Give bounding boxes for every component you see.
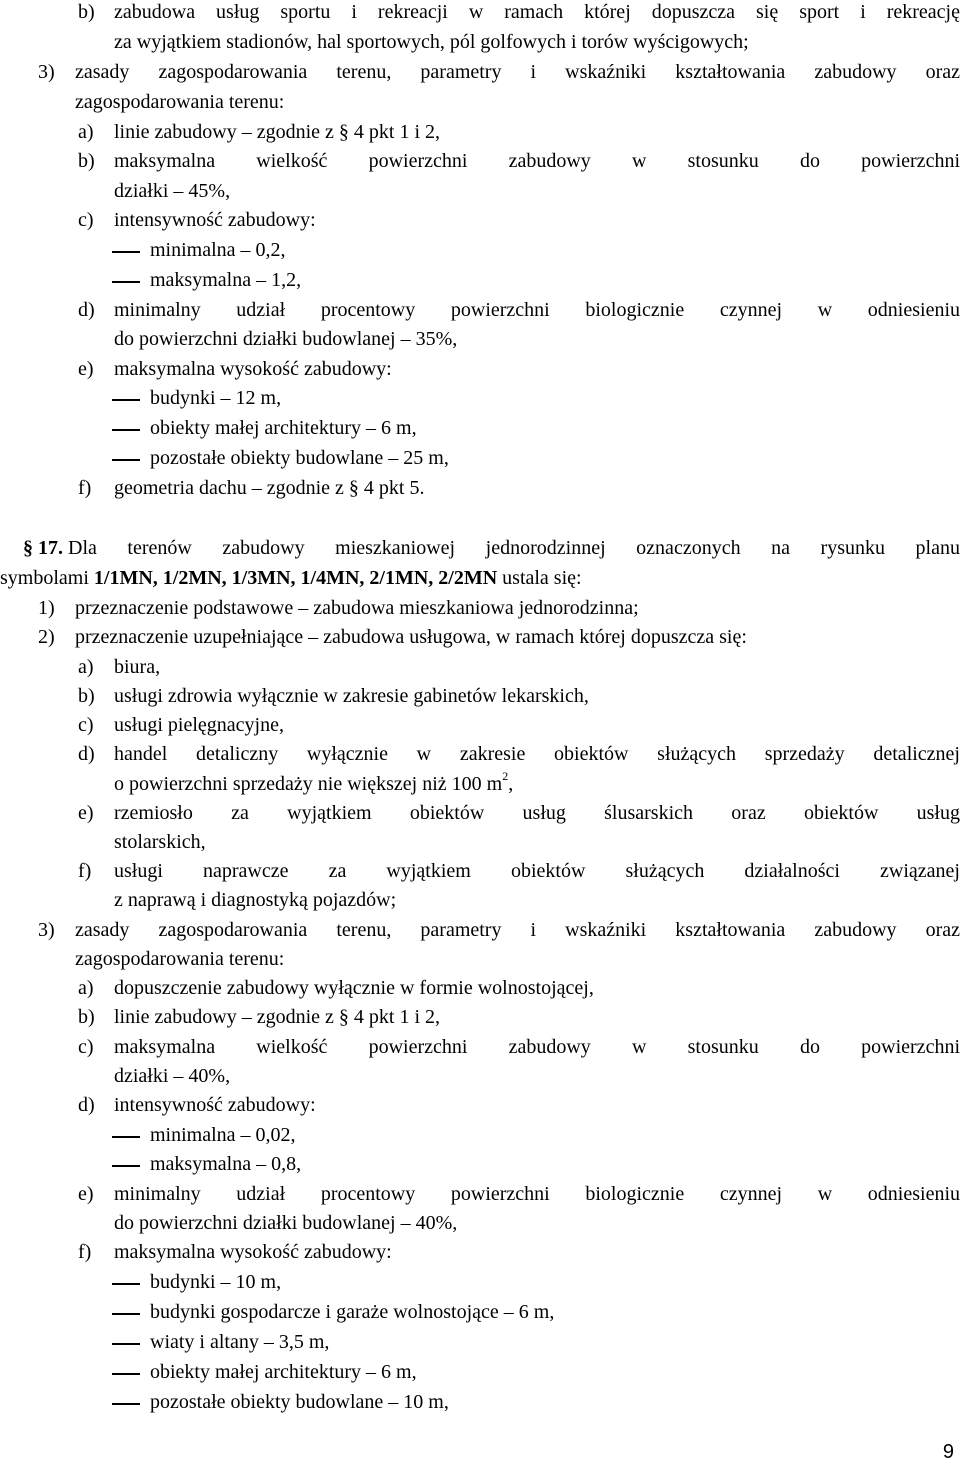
item-text: do powierzchni działki budowlanej – 35%,: [114, 328, 458, 350]
item-text: intensywność zabudowy:: [114, 209, 316, 231]
item-text: za wyjątkiem stadionów, hal sportowych, pól golfowych i torów wyścigowych;: [114, 31, 749, 53]
item-text: usługi zdrowia wyłącznie w zakresie gabinetów lekarskich,: [114, 685, 589, 707]
dash-bullet: [112, 251, 140, 253]
list-label: a): [78, 121, 94, 143]
list-label: e): [78, 802, 94, 824]
point-label: 3): [38, 919, 55, 941]
item-text: maksymalna wysokość zabudowy:: [114, 358, 392, 380]
sub-item: budynki – 10 m,: [150, 1271, 282, 1293]
dash-bullet: [112, 399, 140, 401]
dash-bullet: [112, 459, 140, 461]
list-label: a): [78, 656, 94, 678]
dash-bullet: [112, 1343, 140, 1345]
item-text: usługi naprawcze za wyjątkiem obiektów służących działalności związanej: [114, 860, 960, 882]
item-text: o powierzchni sprzedaży nie większej niż 100 $m^2$,: [114, 769, 514, 795]
list-label: d): [78, 1094, 95, 1116]
item-text: dopuszczenie zabudowy wyłącznie w formie wolnostojącej,: [114, 977, 594, 999]
list-label: f): [78, 860, 92, 882]
dash-bullet: [112, 1403, 140, 1405]
item-text: z naprawą i diagnostyką pojazdów;: [114, 889, 397, 911]
list-label: f): [78, 1241, 92, 1263]
item-text: handel detaliczny wyłącznie w zakresie obiektów służących sprzedaży detalicznej: [114, 743, 960, 765]
list-label: d): [78, 743, 95, 765]
item-text: maksymalna wielkość powierzchni zabudowy w stosunku do powierzchni: [114, 1036, 960, 1058]
paragraph-intro: Dla terenów zabudowy mieszkaniowej jednorodzinnej oznaczonych na rysunku planu: [68, 537, 960, 559]
dash-bullet: [112, 281, 140, 283]
list-label: f): [78, 477, 92, 499]
item-text: działki – 45%,: [114, 180, 231, 202]
item-text: działki – 40%,: [114, 1065, 231, 1087]
sub-item: maksymalna – 1,2,: [150, 269, 302, 291]
point-text: przeznaczenie podstawowe – zabudowa mieszkaniowa jednorodzinna;: [75, 597, 639, 619]
page-number: 9: [942, 1441, 954, 1463]
dash-bullet: [112, 1283, 140, 1285]
item-text: minimalny udział procentowy powierzchni biologicznie czynnej w odniesieniu: [114, 1183, 960, 1205]
item-text: stolarskich,: [114, 831, 206, 853]
plan-symbols: 1/1MN, 1/2MN, 1/3MN, 1/4MN, 2/1MN, 2/2MN: [93, 567, 498, 589]
sub-item: budynki – 12 m,: [150, 387, 282, 409]
list-label: a): [78, 977, 94, 999]
item-text: do powierzchni działki budowlanej – 40%,: [114, 1212, 458, 1234]
dash-bullet: [112, 1373, 140, 1375]
sub-item: pozostałe obiekty budowlane – 10 m,: [150, 1391, 449, 1413]
item-text: linie zabudowy – zgodnie z § 4 pkt 1 i 2,: [114, 121, 441, 143]
list-label: e): [78, 358, 94, 380]
point-text: przeznaczenie uzupełniające – zabudowa usługowa, w ramach której dopuszcza się:: [75, 626, 747, 648]
item-text: linie zabudowy – zgodnie z § 4 pkt 1 i 2,: [114, 1006, 441, 1028]
superscript: 2: [502, 769, 509, 784]
list-label: b): [78, 150, 95, 172]
list-label: d): [78, 299, 95, 321]
point-text: zasady zagospodarowania terenu, parametry i wskaźniki kształtowania zabudowy oraz: [75, 61, 960, 83]
point-label: 2): [38, 626, 55, 648]
dash-bullet: [112, 429, 140, 431]
dash-bullet: [112, 1165, 140, 1167]
point-text: zagospodarowania terenu:: [75, 91, 285, 113]
point-label: 3): [38, 61, 55, 83]
sub-item: minimalna – 0,02,: [150, 1124, 296, 1146]
list-label: b): [78, 1006, 95, 1028]
list-label: b): [78, 685, 95, 707]
sub-item: obiekty małej architektury – 6 m,: [150, 417, 417, 439]
point-text: zasady zagospodarowania terenu, parametry i wskaźniki kształtowania zabudowy oraz: [75, 919, 960, 941]
item-text: minimalny udział procentowy powierzchni biologicznie czynnej w odniesieniu: [114, 299, 960, 321]
item-text: zabudowa usług sportu i rekreacji w ramach której dopuszcza się sport i rekreację: [114, 1, 960, 23]
item-text: geometria dachu – zgodnie z § 4 pkt 5.: [114, 477, 425, 499]
point-label: 1): [38, 597, 55, 619]
item-text: usługi pielęgnacyjne,: [114, 714, 284, 736]
item-text: intensywność zabudowy:: [114, 1094, 316, 1116]
item-text: maksymalna wysokość zabudowy:: [114, 1241, 392, 1263]
sub-item: wiaty i altany – 3,5 m,: [150, 1331, 330, 1353]
list-label: c): [78, 209, 94, 231]
paragraph-number: § 17.: [23, 537, 63, 559]
dash-bullet: [112, 1136, 140, 1138]
list-label: b): [78, 1, 95, 23]
list-label: e): [78, 1183, 94, 1205]
sub-item: minimalna – 0,2,: [150, 239, 286, 261]
item-text: biura,: [114, 656, 161, 678]
list-label: c): [78, 1036, 94, 1058]
point-text: zagospodarowania terenu:: [75, 948, 285, 970]
list-label: c): [78, 714, 94, 736]
dash-bullet: [112, 1313, 140, 1315]
item-text: rzemiosło za wyjątkiem obiektów usług ślusarskich oraz obiektów usług: [114, 802, 960, 824]
item-text: maksymalna wielkość powierzchni zabudowy w stosunku do powierzchni: [114, 150, 960, 172]
sub-item: obiekty małej architektury – 6 m,: [150, 1361, 417, 1383]
paragraph-intro-symbols: symbolami 1/1MN, 1/2MN, 1/3MN, 1/4MN, 2/1MN, 2/2MN ustala się:: [0, 567, 582, 589]
sub-item: pozostałe obiekty budowlane – 25 m,: [150, 447, 449, 469]
sub-item: budynki gospodarcze i garaże wolnostojące – 6 m,: [150, 1301, 555, 1323]
sub-item: maksymalna – 0,8,: [150, 1153, 302, 1175]
